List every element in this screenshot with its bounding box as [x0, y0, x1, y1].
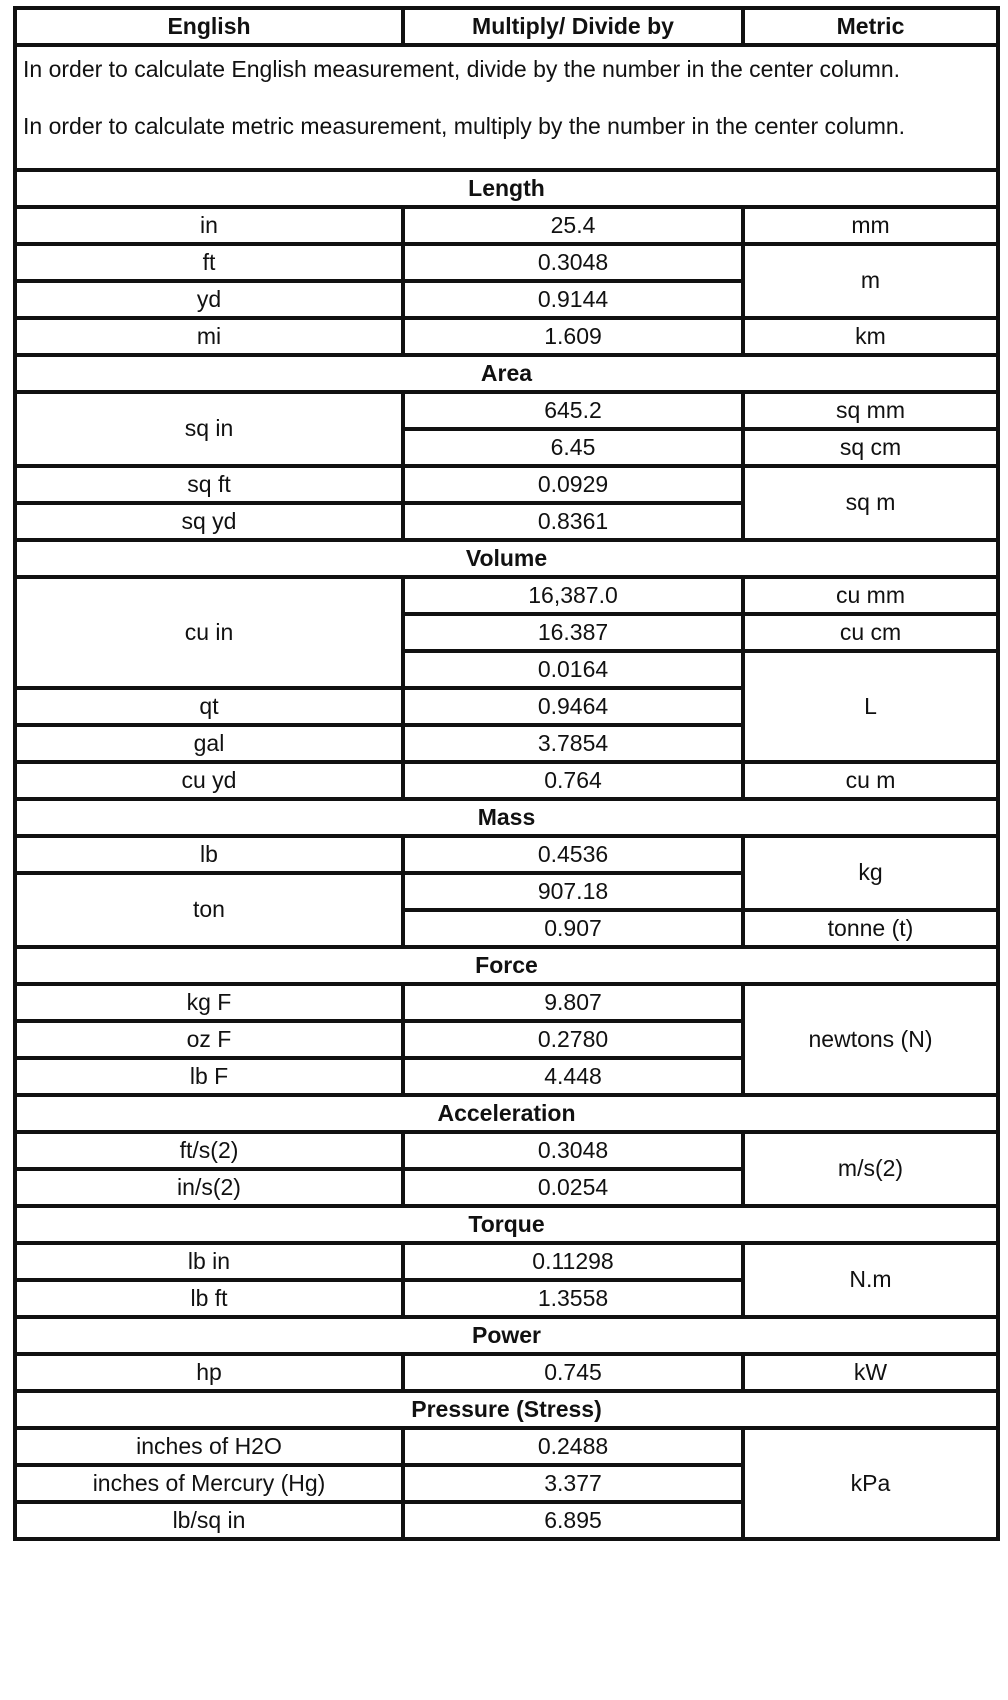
section-row	[15, 540, 998, 577]
metric-unit: km	[743, 318, 998, 355]
instructions-row	[15, 45, 998, 170]
conversion-factor: 0.11298	[403, 1243, 743, 1280]
english-unit: ton	[15, 873, 403, 947]
section-row	[15, 355, 998, 392]
table-row	[15, 1243, 998, 1280]
english-unit: ft	[15, 244, 403, 281]
english-unit: lb	[15, 836, 403, 873]
english-unit: qt	[15, 688, 403, 725]
section-title-power: Power	[15, 1317, 998, 1354]
english-unit: ft/s(2)	[15, 1132, 403, 1169]
english-unit: hp	[15, 1354, 403, 1391]
metric-unit: sq mm	[743, 392, 998, 429]
instruction-metric: In order to calculate metric measurement, multiply by the number in the center column.	[23, 113, 906, 140]
conversion-table	[13, 6, 1000, 1541]
table-row	[15, 318, 998, 355]
table-row	[15, 1428, 998, 1465]
metric-unit: newtons (N)	[743, 984, 998, 1095]
conversion-factor: 6.45	[403, 429, 743, 466]
table-row	[15, 762, 998, 799]
table-row	[15, 577, 998, 614]
section-row	[15, 1317, 998, 1354]
conversion-factor: 0.8361	[403, 503, 743, 540]
conversion-factor: 1.609	[403, 318, 743, 355]
english-unit: oz F	[15, 1021, 403, 1058]
english-unit: lb ft	[15, 1280, 403, 1317]
conversion-factor: 0.0929	[403, 466, 743, 503]
english-unit: inches of Mercury (Hg)	[15, 1465, 403, 1502]
conversion-factor: 3.377	[403, 1465, 743, 1502]
header-english: English	[15, 8, 403, 45]
english-unit: sq ft	[15, 466, 403, 503]
conversion-factor: 0.4536	[403, 836, 743, 873]
section-title-length: Length	[15, 170, 998, 207]
metric-unit: L	[743, 651, 998, 762]
conversion-factor: 0.0164	[403, 651, 743, 688]
conversion-factor: 1.3558	[403, 1280, 743, 1317]
section-title-pressure: Pressure (Stress)	[15, 1391, 998, 1428]
english-unit: yd	[15, 281, 403, 318]
table-row	[15, 392, 998, 429]
metric-unit: cu cm	[743, 614, 998, 651]
section-row	[15, 170, 998, 207]
section-row	[15, 1206, 998, 1243]
conversion-factor: 0.2780	[403, 1021, 743, 1058]
english-unit: lb in	[15, 1243, 403, 1280]
conversion-factor: 6.895	[403, 1502, 743, 1539]
table-row	[15, 466, 998, 503]
conversion-factor: 0.907	[403, 910, 743, 947]
english-unit: in	[15, 207, 403, 244]
conversion-factor: 3.7854	[403, 725, 743, 762]
table-row	[15, 1132, 998, 1169]
conversion-factor: 0.0254	[403, 1169, 743, 1206]
table-row	[15, 244, 998, 281]
section-title-mass: Mass	[15, 799, 998, 836]
table-row	[15, 984, 998, 1021]
conversion-factor: 0.3048	[403, 1132, 743, 1169]
conversion-factor: 0.745	[403, 1354, 743, 1391]
section-row	[15, 1391, 998, 1428]
section-row	[15, 947, 998, 984]
metric-unit: kW	[743, 1354, 998, 1391]
english-unit: cu in	[15, 577, 403, 688]
metric-unit: m/s(2)	[743, 1132, 998, 1206]
section-row	[15, 799, 998, 836]
section-title-volume: Volume	[15, 540, 998, 577]
conversion-factor: 0.9464	[403, 688, 743, 725]
header-metric: Metric	[743, 8, 998, 45]
english-unit: lb F	[15, 1058, 403, 1095]
table-row	[15, 207, 998, 244]
metric-unit: tonne (t)	[743, 910, 998, 947]
header-row	[15, 8, 998, 45]
metric-unit: kPa	[743, 1428, 998, 1539]
instructions-cell	[15, 45, 998, 170]
table-row	[15, 1354, 998, 1391]
english-unit: sq in	[15, 392, 403, 466]
conversion-factor: 0.3048	[403, 244, 743, 281]
section-title-area: Area	[15, 355, 998, 392]
english-unit: in/s(2)	[15, 1169, 403, 1206]
english-unit: kg F	[15, 984, 403, 1021]
conversion-factor: 0.2488	[403, 1428, 743, 1465]
conversion-factor: 0.764	[403, 762, 743, 799]
metric-unit: sq m	[743, 466, 998, 540]
english-unit: lb/sq in	[15, 1502, 403, 1539]
english-unit: sq yd	[15, 503, 403, 540]
metric-unit: sq cm	[743, 429, 998, 466]
section-title-acceleration: Acceleration	[15, 1095, 998, 1132]
conversion-factor: 25.4	[403, 207, 743, 244]
instruction-english: In order to calculate English measurement, divide by the number in the center column.	[23, 56, 901, 82]
metric-unit: N.m	[743, 1243, 998, 1317]
metric-unit: cu mm	[743, 577, 998, 614]
conversion-factor: 0.9144	[403, 281, 743, 318]
conversion-factor: 907.18	[403, 873, 743, 910]
english-unit: cu yd	[15, 762, 403, 799]
header-factor: Multiply/ Divide by	[403, 8, 743, 45]
english-unit: inches of H2O	[15, 1428, 403, 1465]
conversion-factor: 9.807	[403, 984, 743, 1021]
english-unit: mi	[15, 318, 403, 355]
metric-unit: mm	[743, 207, 998, 244]
conversion-factor: 16.387	[403, 614, 743, 651]
metric-unit: cu m	[743, 762, 998, 799]
section-title-force: Force	[15, 947, 998, 984]
conversion-factor: 16,387.0	[403, 577, 743, 614]
metric-unit: kg	[743, 836, 998, 910]
conversion-factor: 4.448	[403, 1058, 743, 1095]
section-row	[15, 1095, 998, 1132]
table-row	[15, 836, 998, 873]
section-title-torque: Torque	[15, 1206, 998, 1243]
metric-unit: m	[743, 244, 998, 318]
conversion-factor: 645.2	[403, 392, 743, 429]
english-unit: gal	[15, 725, 403, 762]
